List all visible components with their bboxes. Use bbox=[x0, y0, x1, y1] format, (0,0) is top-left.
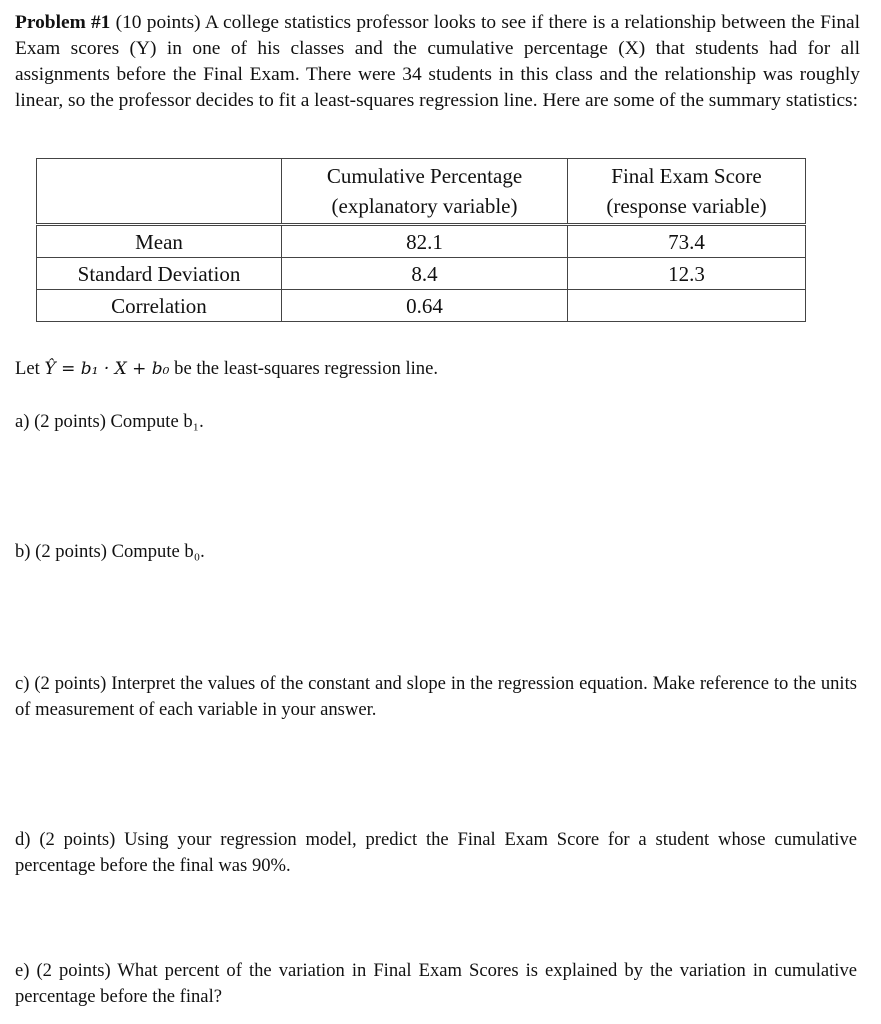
problem-heading: Problem #1 bbox=[15, 12, 111, 33]
question-e-text: e) (2 points) What percent of the variation in Final Exam Scores is explained by the variation in cumulative percentage before the final? bbox=[15, 960, 857, 1007]
row-y-value bbox=[568, 290, 806, 322]
problem-intro-text: A college statistics professor looks to see if there is a relationship between the Final Exam scores (Y) in one of his classes and the cumulative percentage (X) that students had for all assignments before the Final Exam. There were 34 students in this class and the relationship was roughly linear, so the professor decides to fit a least-squares regression line. Here are some of the summary statistics: bbox=[15, 12, 861, 111]
header-response-line2: (response variable) bbox=[606, 194, 767, 218]
regression-line-text bbox=[15, 356, 860, 382]
question-c bbox=[15, 671, 857, 723]
question-d bbox=[15, 827, 857, 879]
row-y-value: 12.3 bbox=[568, 258, 806, 290]
table-row bbox=[37, 290, 806, 322]
table-header-row bbox=[37, 159, 806, 225]
row-label: Mean bbox=[37, 225, 282, 258]
regression-prefix: Let bbox=[15, 358, 40, 379]
question-c-text: c) (2 points) Interpret the values of the constant and slope in the regression equation. Make reference to the units of measurement of each variable in your answer. bbox=[15, 673, 857, 720]
row-x-value: 0.64 bbox=[282, 290, 568, 322]
question-d-text: d) (2 points) Using your regression model, predict the Final Exam Score for a student whose cumulative percentage before the final was 90%. bbox=[15, 829, 857, 876]
regression-suffix: be the least-squares regression line. bbox=[174, 358, 438, 379]
row-x-value: 8.4 bbox=[282, 258, 568, 290]
summary-statistics-table bbox=[36, 158, 806, 322]
table-corner-cell bbox=[37, 159, 282, 225]
table-row bbox=[37, 258, 806, 290]
question-a-text: a) (2 points) Compute b₁. bbox=[15, 411, 204, 432]
problem-intro bbox=[15, 10, 860, 114]
row-x-value: 82.1 bbox=[282, 225, 568, 258]
table-row bbox=[37, 225, 806, 258]
question-a bbox=[15, 409, 860, 435]
regression-line-statement bbox=[15, 356, 860, 382]
row-label: Correlation bbox=[37, 290, 282, 322]
header-explanatory bbox=[282, 159, 568, 225]
regression-equation: Ŷ = b₁ · X + b₀ bbox=[44, 359, 170, 379]
header-response bbox=[568, 159, 806, 225]
problem-page bbox=[15, 10, 860, 114]
problem-points: (10 points) bbox=[115, 12, 201, 33]
question-b-text: b) (2 points) Compute b₀. bbox=[15, 541, 205, 562]
question-b bbox=[15, 539, 860, 565]
header-explanatory-line2: (explanatory variable) bbox=[331, 194, 518, 218]
header-response-line1: Final Exam Score bbox=[611, 164, 762, 188]
row-y-value: 73.4 bbox=[568, 225, 806, 258]
header-explanatory-line1: Cumulative Percentage bbox=[326, 164, 523, 188]
row-label: Standard Deviation bbox=[37, 258, 282, 290]
question-e bbox=[15, 958, 857, 1010]
